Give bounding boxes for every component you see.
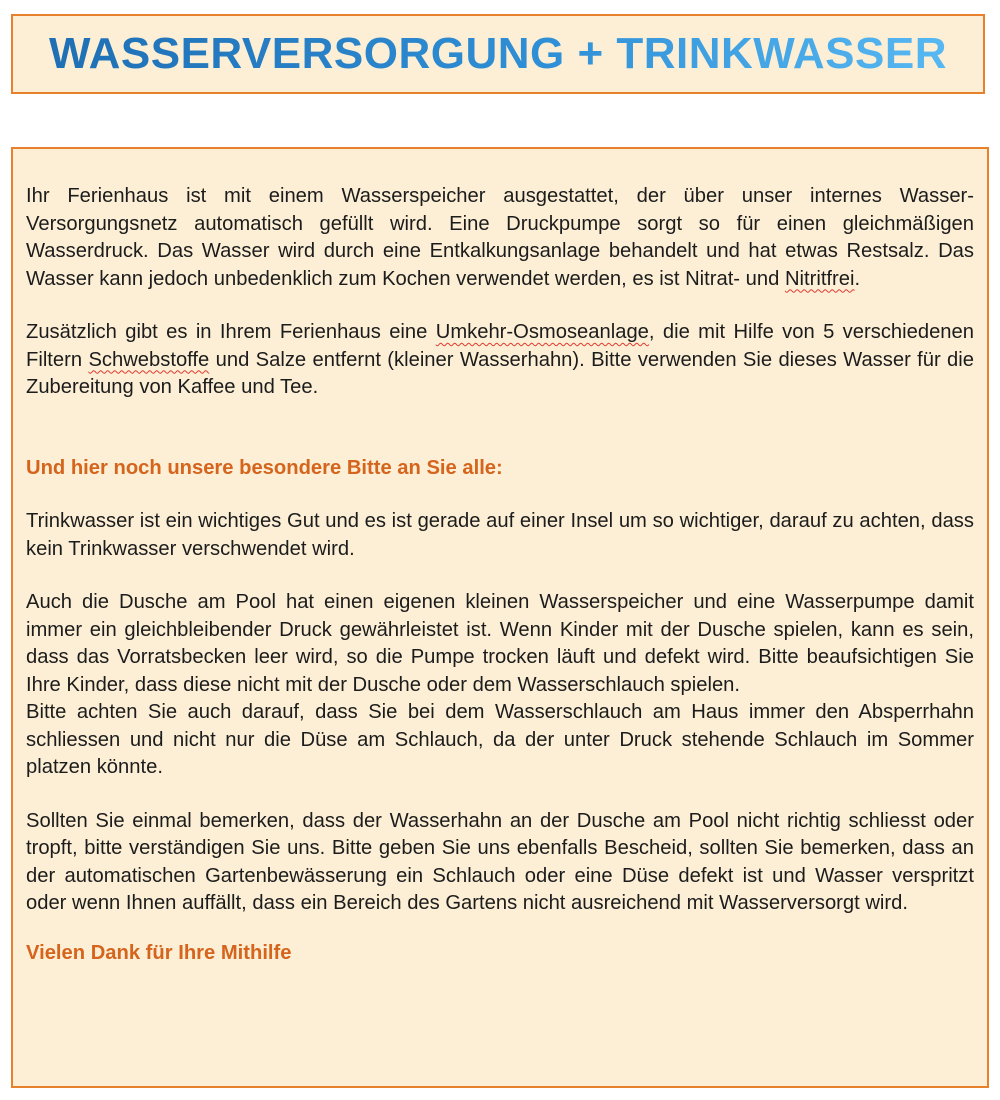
- paragraph-report-defects: Sollten Sie einmal bemerken, dass der Wasserhahn an der Dusche am Pool nicht richtig schliesst oder tropft, bitte verständigen Sie uns. Bitte geben Sie uns ebenfalls Bescheid, sollten Sie bemerken, dass an der automatischen Gartenbewässerung ein Schlauch oder eine Düse defekt ist und Wasser verspritzt oder wenn Ihnen auffällt, dass ein Bereich des Gartens nicht ausreichend mit Wasserversorgt wird.: [26, 809, 974, 914]
- paragraph-text: .: [854, 267, 861, 290]
- paragraph-water-supply: [26, 183, 974, 293]
- spacer: [26, 293, 974, 319]
- paragraph-osmosis: [26, 319, 974, 402]
- paragraph-text: und Salze entfernt (kleiner Wasserhahn). Bitte verwenden Sie dieses Wasser für die Zubereitung von Kaffee und Tee.: [26, 348, 974, 398]
- section-heading: Und hier noch unsere besondere Bitte an Sie alle:: [26, 456, 503, 479]
- spellcheck-word: Umkehr-Osmoseanlage: [435, 321, 649, 343]
- spellcheck-word: Nitritfrei: [784, 267, 855, 290]
- closing-thanks: Vielen Dank für Ihre Mithilfe: [26, 941, 292, 964]
- paragraph-text: Zusätzlich gibt es in Ihrem Ferienhaus eine: [26, 321, 436, 343]
- title-banner: [11, 14, 985, 94]
- paragraph-text: , die mit Hilfe von 5 verschiedenen Filtern: [26, 321, 974, 371]
- spacer: [26, 563, 974, 589]
- spellcheck-word: Schwebstoffe: [88, 348, 210, 371]
- spacer: [26, 402, 974, 455]
- content-panel: [11, 147, 989, 1088]
- paragraph-pool-shower: Auch die Dusche am Pool hat einen eigenen kleinen Wasserspeicher und eine Wasserpumpe damit immer ein gleichbleibender Druck gewährleistet ist. Wenn Kinder mit der Dusche spielen, kann es sein, dass das Vorratsbecken leer wird, so die Pumpe trocken läuft und defekt wird. Bitte beaufsichtigen Sie Ihre Kinder, dass diese nicht mit der Dusche oder dem Wasserschlauch spielen.: [26, 591, 974, 696]
- paragraph-text: Ihr Ferienhaus ist mit einem Wasserspeicher ausgestattet, der über unser internes Wasser-Versorgungsnetz automatisch gefüllt wird. Eine Druckpumpe sorgt so für einen gleichmäßigen Wasserdruck. Das Wasser wird durch eine Entkalkungsanlage behandelt und hat etwas Restsalz. Das Wasser kann jedoch unbedenklich zum Kochen verwendet werden, es ist Nitrat- und: [26, 185, 974, 290]
- spacer: [26, 782, 974, 808]
- paragraph-drinking-water: Trinkwasser ist ein wichtiges Gut und es ist gerade auf einer Insel um so wichtiger, darauf zu achten, dass kein Trinkwasser verschwendet wird.: [26, 510, 974, 560]
- spacer: [26, 918, 974, 940]
- spacer: [26, 482, 974, 508]
- page-title: WASSERVERSORGUNG + TRINKWASSER: [49, 29, 947, 78]
- paragraph-garden-hose: Bitte achten Sie auch darauf, dass Sie bei dem Wasserschlauch am Haus immer den Absperrhahn schliessen und nicht nur die Düse am Schlauch, da der unter Druck stehende Schlauch im Sommer platzen könnte.: [26, 701, 974, 778]
